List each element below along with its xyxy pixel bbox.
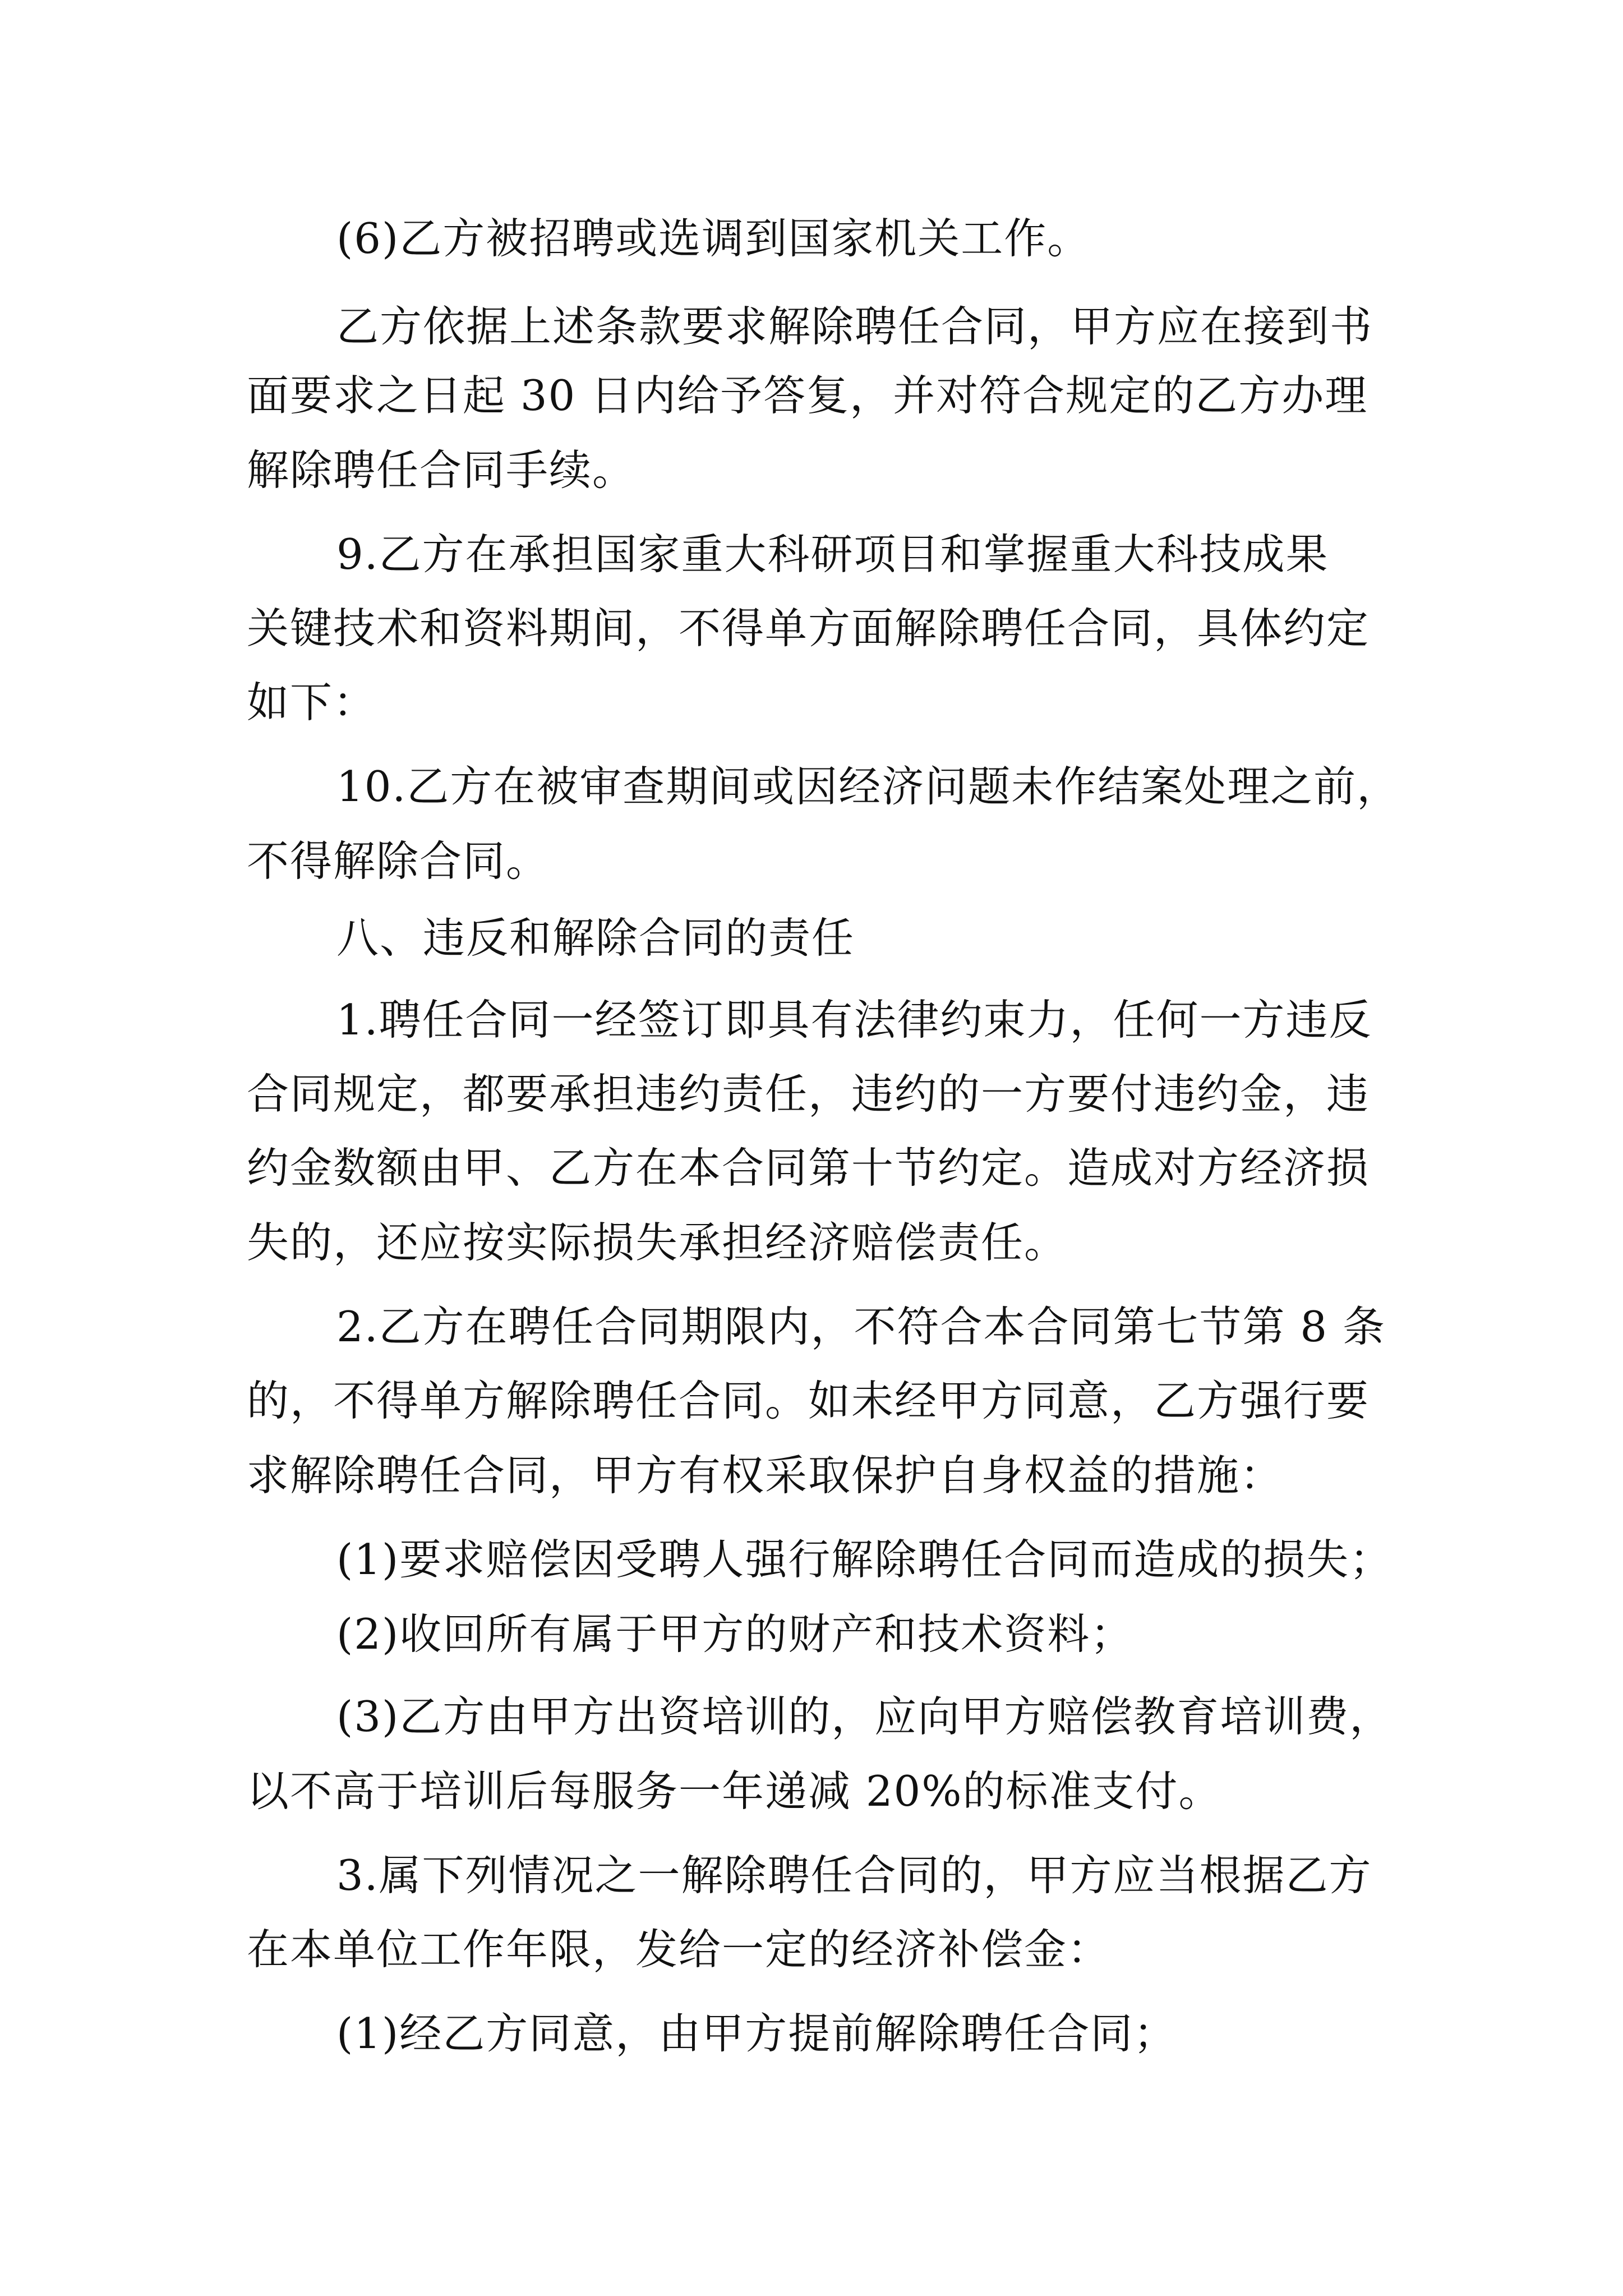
text-line-23: 在本单位工作年限，发给一定的经济补偿金： <box>247 1925 1111 1974</box>
text-line-20: (3)乙方由甲方出资培训的，应向甲方赔偿教育培训费， <box>336 1692 1393 1741</box>
text-line-14: 失的，还应按实际损失承担经济赔偿责任。 <box>247 1218 1068 1267</box>
text-line-1: (6)乙方被招聘或选调到国家机关工作。 <box>336 214 1091 263</box>
text-line-6: 关键技术和资料期间，不得单方面解除聘任合同，具体约定 <box>247 604 1370 653</box>
text-line-2: 乙方依据上述条款要求解除聘任合同，甲方应在接到书 <box>336 302 1373 351</box>
text-line-24: (1)经乙方同意，由甲方提前解除聘任合同； <box>336 2009 1177 2058</box>
text-line-18: (1)要求赔偿因受聘人强行解除聘任合同而造成的损失； <box>336 1535 1393 1584</box>
text-line-21: 以不高于培训后每服务一年递减 20%的标准支付。 <box>247 1766 1222 1816</box>
text-line-3: 面要求之日起 30 日内给予答复，并对符合规定的乙方办理 <box>247 371 1368 420</box>
section-heading: 八、违反和解除合同的责任 <box>336 913 855 963</box>
text-line-13: 约金数额由甲、乙方在本合同第十节约定。造成对方经济损 <box>247 1143 1370 1193</box>
text-line-7: 如下： <box>247 678 377 727</box>
text-line-17: 求解除聘任合同，甲方有权采取保护自身权益的措施： <box>247 1451 1284 1500</box>
text-line-22: 3.属下列情况之一解除聘任合同的，甲方应当根据乙方 <box>336 1851 1372 1900</box>
text-line-12: 合同规定，都要承担违约责任，违约的一方要付违约金，违 <box>247 1069 1370 1119</box>
text-line-11: 1.聘任合同一经签订即具有法律约束力，任何一方违反 <box>336 995 1372 1045</box>
text-line-5: 9.乙方在承担国家重大科研项目和掌握重大科技成果 <box>336 530 1329 579</box>
text-line-15: 2.乙方在聘任合同期限内，不符合本合同第七节第 8 条 <box>336 1302 1386 1351</box>
text-line-8: 10.乙方在被审查期间或因经济问题未作结案处理之前， <box>336 762 1400 811</box>
text-line-9: 不得解除合同。 <box>247 836 550 886</box>
text-line-4: 解除聘任合同手续。 <box>247 445 636 495</box>
text-line-19: (2)收回所有属于甲方的财产和技术资料； <box>336 1609 1134 1659</box>
text-line-16: 的，不得单方解除聘任合同。如未经甲方同意，乙方强行要 <box>247 1376 1370 1425</box>
